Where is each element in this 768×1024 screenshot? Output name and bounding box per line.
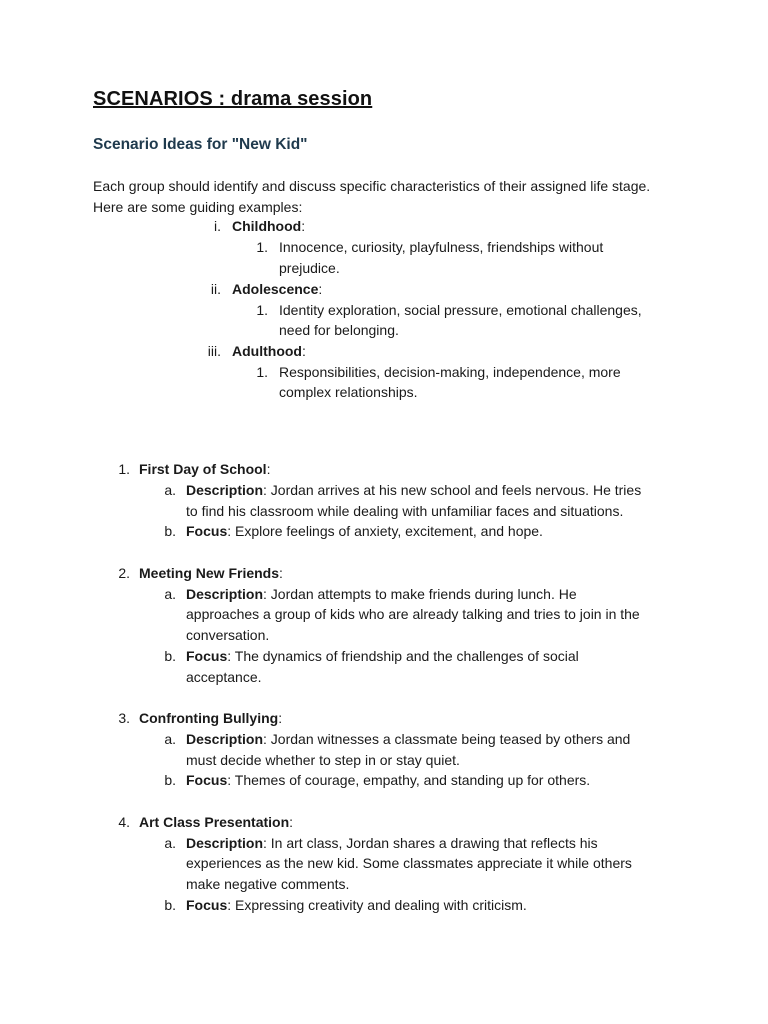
trait-text: Responsibilities, decision-making, independence, more: [279, 364, 621, 380]
scenario-title: First Day of School:: [139, 461, 271, 477]
life-stage-marker: iii.: [207, 343, 221, 359]
description-text: Description: Jordan attempts to make friends during lunch. He: [186, 586, 577, 602]
description-text: make negative comments.: [186, 876, 350, 892]
description-text: must decide whether to step in or stay quiet.: [186, 752, 460, 768]
section-heading: Scenario Ideas for "New Kid": [93, 136, 308, 153]
scenario-title: Confronting Bullying:: [139, 710, 283, 726]
trait-text: prejudice.: [279, 260, 340, 276]
focus-text: Focus: The dynamics of friendship and the challenges of social: [186, 648, 579, 664]
trait-text: complex relationships.: [279, 384, 418, 400]
description-text: Description: Jordan witnesses a classmate being teased by others and: [186, 731, 631, 747]
life-stage-item: Adulthood:: [232, 343, 306, 359]
trait-text: Identity exploration, social pressure, emotional challenges,: [279, 302, 642, 318]
scenario-marker: 3.: [118, 710, 130, 726]
trait-marker: 1.: [256, 239, 268, 255]
trait-marker: 1.: [256, 302, 268, 318]
scenario-title: Meeting New Friends:: [139, 565, 283, 581]
focus-marker: b.: [164, 897, 176, 913]
focus-marker: b.: [164, 648, 176, 664]
description-marker: a.: [164, 835, 176, 851]
trait-text: Innocence, curiosity, playfulness, friendships without: [279, 239, 604, 255]
scenario-marker: 4.: [118, 814, 130, 830]
scenario-title: Art Class Presentation:: [139, 814, 294, 830]
focus-text: Focus: Explore feelings of anxiety, excitement, and hope.: [186, 523, 543, 539]
focus-text: acceptance.: [186, 669, 262, 685]
description-marker: a.: [164, 731, 176, 747]
intro-paragraph: Each group should identify and discuss specific characteristics of their assigned life stage. Here are some guiding examples:: [93, 178, 651, 215]
description-text: Description: In art class, Jordan shares a drawing that reflects his: [186, 835, 598, 851]
description-text: approaches a group of kids who are already talking and tries to join in the: [186, 606, 640, 622]
life-stage-name: Adulthood: [232, 343, 302, 359]
description-text: experiences as the new kid. Some classmates appreciate it while others: [186, 855, 632, 871]
trait-text: need for belonging.: [279, 322, 399, 338]
page-title: SCENARIOS : drama session: [93, 88, 373, 110]
description-marker: a.: [164, 482, 176, 498]
life-stage-marker: i.: [214, 218, 221, 234]
life-stage-item: Adolescence:: [232, 281, 323, 297]
life-stage-marker: ii.: [210, 281, 221, 297]
scenario-marker: 1.: [118, 461, 130, 477]
life-stage-name: Childhood: [232, 218, 302, 234]
description-text: to find his classroom while dealing with unfamiliar faces and situations.: [186, 503, 624, 519]
focus-text: Focus: Themes of courage, empathy, and standing up for others.: [186, 772, 591, 788]
life-stage-item: Childhood:: [232, 218, 306, 234]
life-stage-name: Adolescence: [232, 281, 319, 297]
description-marker: a.: [164, 586, 176, 602]
focus-text: Focus: Expressing creativity and dealing with criticism.: [186, 897, 527, 913]
scenario-marker: 2.: [118, 565, 130, 581]
focus-marker: b.: [164, 523, 176, 539]
description-text: conversation.: [186, 627, 270, 643]
trait-marker: 1.: [256, 364, 268, 380]
description-text: Description: Jordan arrives at his new school and feels nervous. He tries: [186, 482, 642, 498]
focus-marker: b.: [164, 772, 176, 788]
